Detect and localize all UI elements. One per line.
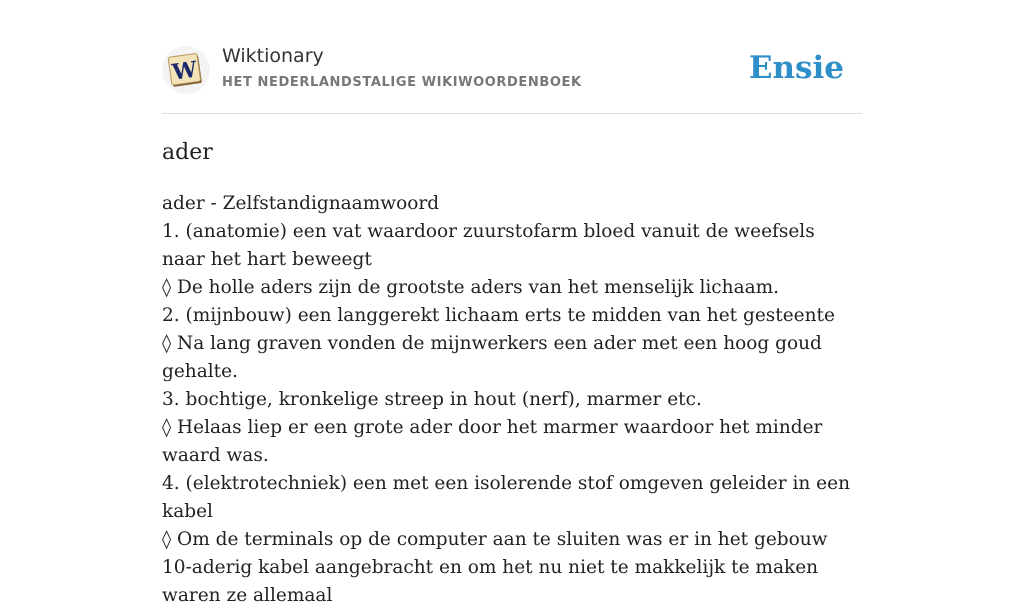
definition-line: 2. (mijnbouw) een langgerekt lichaam erts te midden van het gesteente xyxy=(162,305,835,326)
part-of-speech-line: ader - Zelfstandignaamwoord xyxy=(162,193,440,214)
word-title: ader xyxy=(162,140,213,165)
ensie-brand-logo[interactable]: Ensie xyxy=(748,50,844,86)
definition-list xyxy=(162,190,862,610)
definition-line: 1. (anatomie) een vat waardoor zuurstofarm bloed vanuit de weefsels naar het hart beweegt xyxy=(162,221,815,270)
definition-line: 4. (elektrotechniek) een met een isolerende stof omgeven geleider in een kabel xyxy=(162,473,850,522)
example-line: ◊ Na lang graven vonden de mijnwerkers een ader met een hoog goud gehalte. xyxy=(162,333,822,382)
example-line: ◊ Helaas liep er een grote ader door het marmer waardoor het minder waard was. xyxy=(162,417,823,466)
example-line: ◊ De holle aders zijn de grootste aders van het menselijk lichaam. xyxy=(162,277,780,298)
example-line: ◊ Om de terminals op de computer aan te sluiten was er in het gebouw 10-aderig kabel aangebracht en om het nu niet te makkelijk te maken waren ze allemaal xyxy=(162,529,828,606)
wiktionary-logo-graphic xyxy=(162,46,210,94)
logo-letter: W xyxy=(170,56,199,86)
definition-line: 3. bochtige, kronkelige streep in hout (nerf), marmer etc. xyxy=(162,389,702,410)
wiktionary-logo-icon[interactable] xyxy=(162,46,210,94)
page xyxy=(162,0,862,610)
header xyxy=(162,0,862,114)
site-title[interactable]: Wiktionary xyxy=(222,45,324,67)
site-subtitle: HET NEDERLANDSTALIGE WIKIWOORDENBOEK xyxy=(222,75,582,90)
